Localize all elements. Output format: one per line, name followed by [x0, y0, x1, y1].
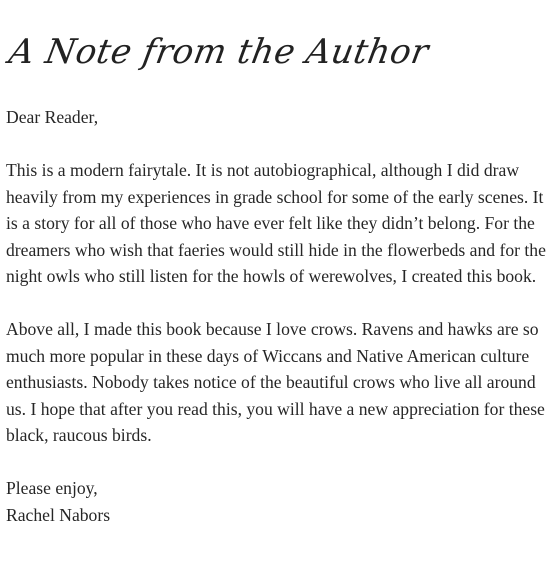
page-title: A Note from the Author: [5, 32, 432, 72]
salutation: Dear Reader,: [6, 107, 99, 127]
paragraph-1: This is a modern fairytale. It is not autobiographical, although I did draw heavily from my experiences in grade school for some of the early scenes. It is a story for all of those who have ever felt like they didn’t belong. For the dreamers who wish that faeries would still hide in the flowerbeds and for the night owls who still listen for the howls of werewolves, I created this book.: [6, 160, 546, 286]
paragraph-2: Above all, I made this book because I love crows. Ravens and hawks are so much more popular in these days of Wiccans and Native American culture enthusiasts. Nobody takes notice of the beautiful crows who live all around us. I hope that after you read this, you will have a new appreciation for these black, raucous birds.: [6, 319, 545, 445]
letter-body: [6, 104, 548, 528]
signature: Rachel Nabors: [6, 504, 111, 525]
closing-line: Please enjoy,: [6, 478, 98, 498]
